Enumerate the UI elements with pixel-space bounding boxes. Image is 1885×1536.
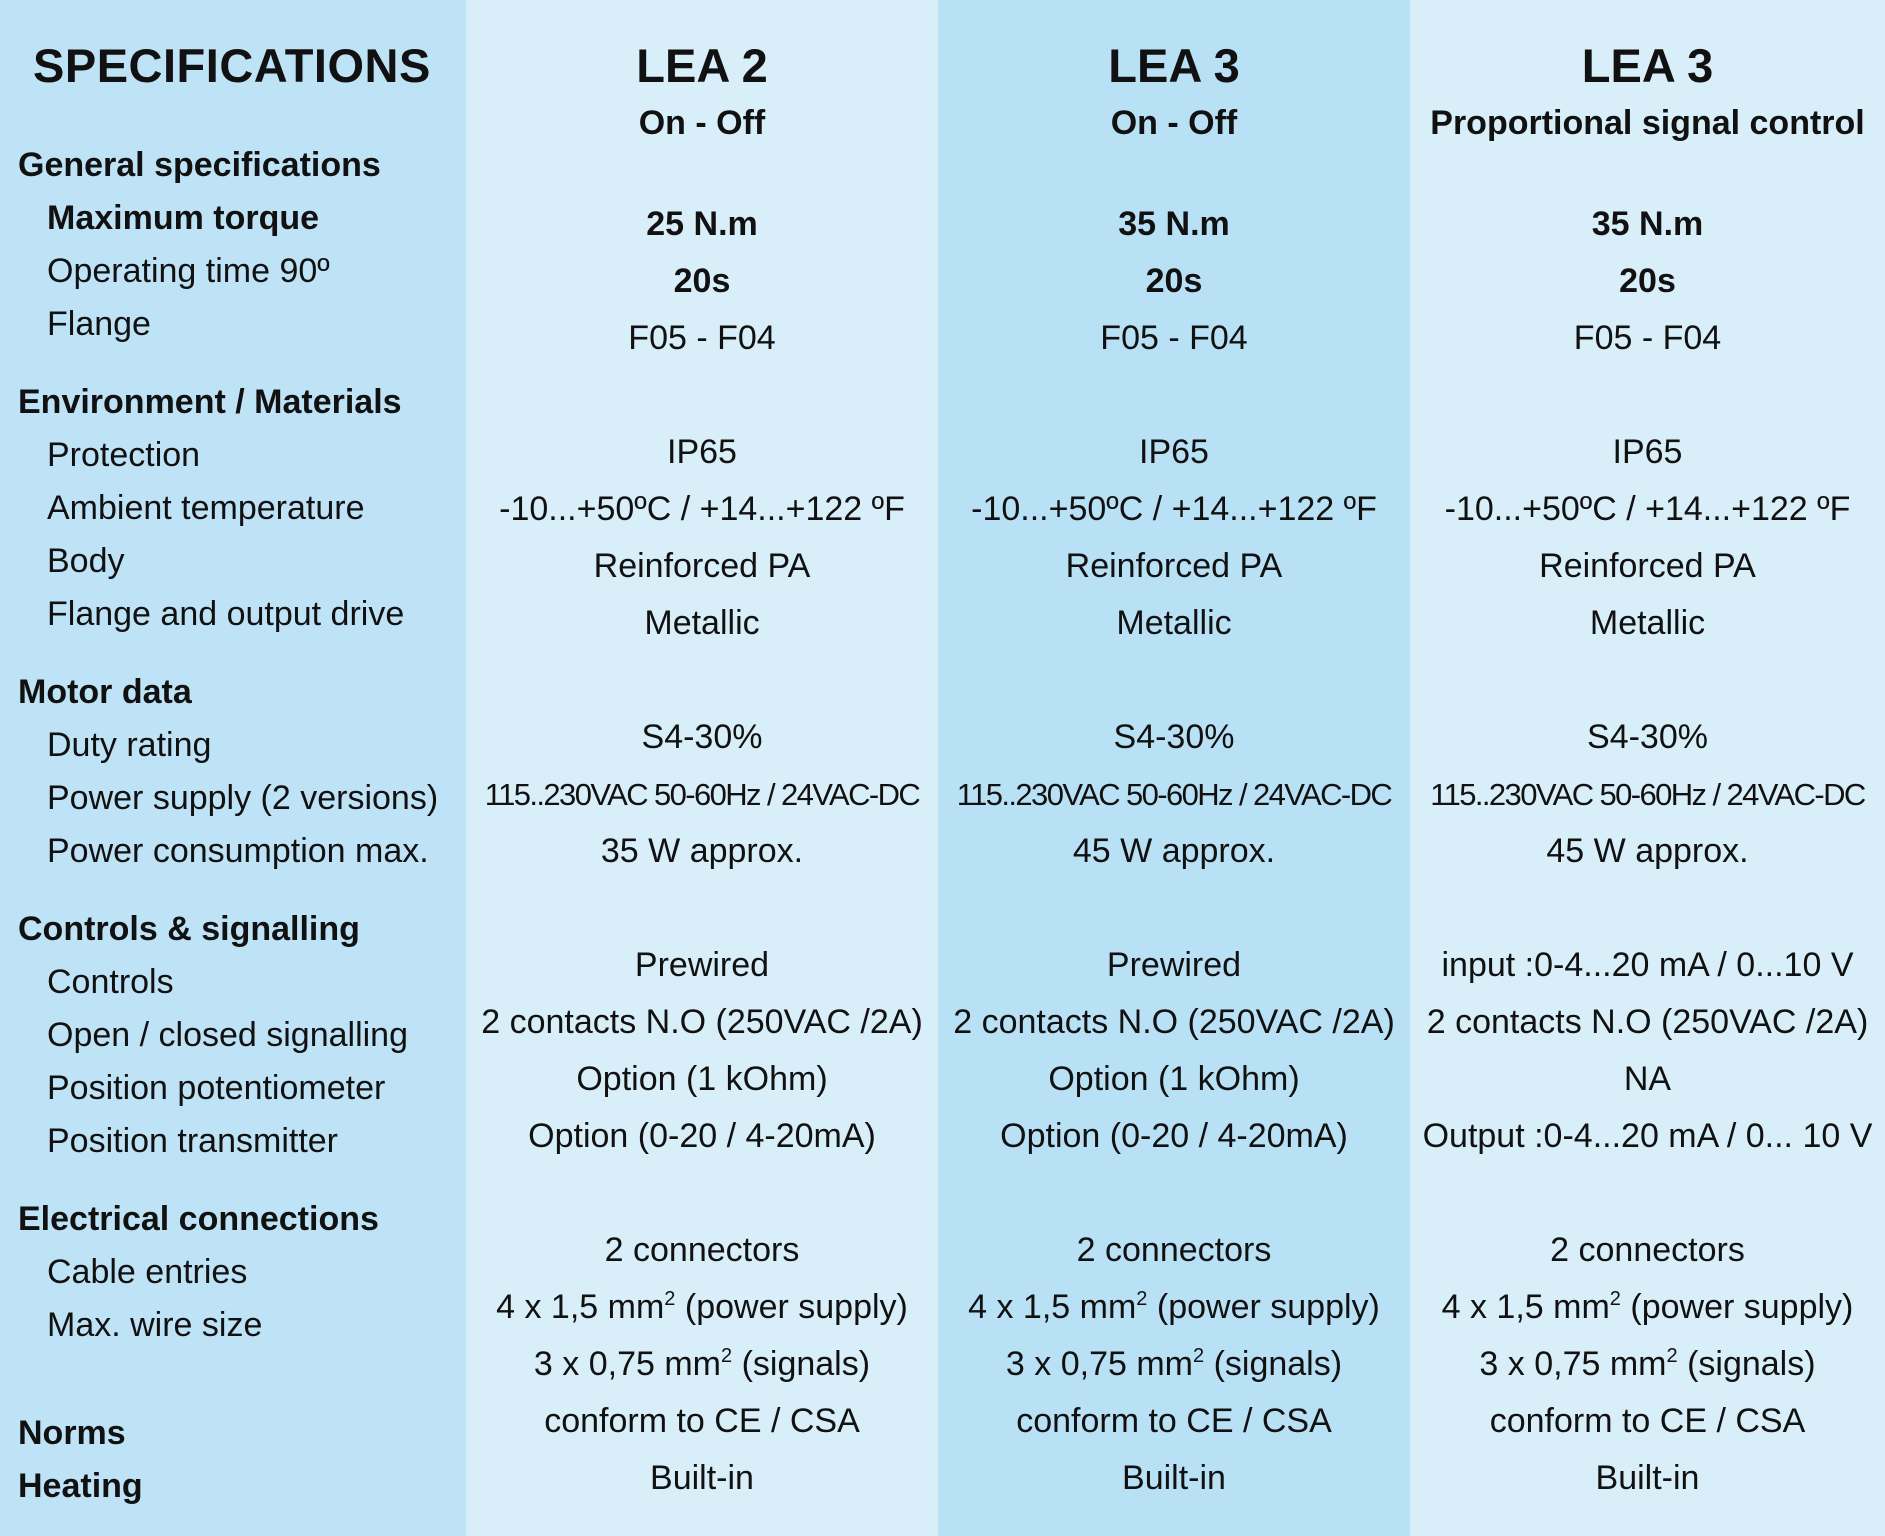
value-position-transmitter: Option (0-20 / 4-20mA): [1000, 1117, 1348, 1155]
value-norms: conform to CE / CSA: [544, 1402, 860, 1440]
product-column-lea3-proportional: [1410, 0, 1885, 1536]
value-power-consumption: 45 W approx.: [1072, 832, 1276, 870]
section-general-specifications: General specifications: [18, 146, 381, 184]
row-label-operating-time: Operating time 90º: [47, 252, 330, 290]
row-label-open-closed-signalling: Open / closed signalling: [47, 1016, 409, 1054]
value-flange-output-drive: Metallic: [644, 604, 760, 642]
value-position-potentiometer: Option (1 kOhm): [1048, 1060, 1300, 1098]
product-column-lea3-on-off: [938, 0, 1410, 1536]
page-title: SPECIFICATIONS: [33, 39, 431, 92]
value-operating-time: 20s: [673, 262, 731, 300]
value-cable-entries: 2 connectors: [1550, 1231, 1745, 1269]
value-body: Reinforced PA: [593, 547, 811, 585]
value-heating: Built-in: [1595, 1459, 1700, 1497]
value-ambient-temperature: -10...+50ºC / +14...+122 ºF: [499, 490, 905, 528]
row-label-position-potentiometer: Position potentiometer: [47, 1069, 386, 1107]
value-protection: IP65: [667, 433, 737, 471]
value-duty-rating: S4-30%: [1587, 718, 1708, 756]
row-label-power-consumption: Power consumption max.: [47, 832, 429, 870]
value-open-closed-signalling: 2 contacts N.O (250VAC /2A): [1426, 1003, 1869, 1041]
row-label-position-transmitter: Position transmitter: [47, 1122, 338, 1160]
section-heating: Heating: [18, 1467, 143, 1505]
row-label-power-supply: Power supply (2 versions): [47, 779, 439, 817]
value-power-supply: 115..230VAC 50-60Hz / 24VAC-DC: [1430, 777, 1865, 812]
value-power-consumption: 45 W approx.: [1546, 832, 1749, 870]
row-label-protection: Protection: [47, 436, 201, 474]
value-operating-time: 20s: [1619, 262, 1676, 300]
value-heating: Built-in: [650, 1459, 754, 1497]
value-wire-size-power: 4 x 1,5 $mm^2$ (power supply): [968, 1288, 1380, 1326]
value-position-transmitter: Output :0-4...20 mA / 0... 10 V: [1422, 1117, 1873, 1155]
row-label-maximum-torque: Maximum torque: [47, 199, 320, 237]
section-motor-data: Motor data: [18, 673, 192, 711]
value-maximum-torque: 35 N.m: [1591, 205, 1704, 243]
value-flange-output-drive: Metallic: [1116, 604, 1232, 642]
row-label-flange: Flange: [47, 305, 151, 343]
section-environment-materials: Environment / Materials: [18, 383, 402, 421]
value-ambient-temperature: -10...+50ºC / +14...+122 ºF: [971, 490, 1377, 528]
value-controls: Prewired: [634, 946, 770, 984]
value-ambient-temperature: -10...+50ºC / +14...+122 ºF: [1444, 490, 1851, 528]
product-subtitle: On - Off: [1110, 104, 1238, 142]
value-protection: IP65: [1612, 433, 1683, 471]
row-label-body: Body: [47, 542, 125, 580]
product-column-lea2-on-off: [466, 0, 938, 1536]
section-electrical-connections: Electrical connections: [18, 1200, 379, 1238]
row-label-ambient-temperature: Ambient temperature: [47, 489, 365, 527]
value-protection: IP65: [1139, 433, 1209, 471]
value-flange: F05 - F04: [628, 319, 776, 357]
value-maximum-torque: 35 N.m: [1118, 205, 1230, 243]
value-position-transmitter: Option (0-20 / 4-20mA): [528, 1117, 876, 1155]
value-flange-output-drive: Metallic: [1589, 604, 1706, 642]
value-flange: F05 - F04: [1573, 319, 1722, 357]
section-controls-signalling: Controls & signalling: [18, 910, 360, 948]
value-flange: F05 - F04: [1100, 319, 1248, 357]
value-duty-rating: S4-30%: [641, 718, 763, 756]
value-power-consumption: 35 W approx.: [600, 832, 804, 870]
value-position-potentiometer: Option (1 kOhm): [576, 1060, 828, 1098]
row-label-cable-entries: Cable entries: [47, 1253, 248, 1291]
value-controls: Prewired: [1106, 946, 1242, 984]
value-cable-entries: 2 connectors: [1076, 1231, 1272, 1269]
row-label-max-wire-size: Max. wire size: [47, 1306, 263, 1344]
value-body: Reinforced PA: [1065, 547, 1283, 585]
value-maximum-torque: 25 N.m: [646, 205, 758, 243]
row-label-duty-rating: Duty rating: [47, 726, 212, 764]
product-subtitle: Proportional signal control: [1430, 104, 1865, 142]
value-norms: conform to CE / CSA: [1016, 1402, 1332, 1440]
value-operating-time: 20s: [1145, 262, 1203, 300]
value-wire-size-signals: 3 x 0,75 $mm^2$ (signals): [1479, 1345, 1816, 1383]
value-heating: Built-in: [1122, 1459, 1226, 1497]
value-power-supply: 115..230VAC 50-60Hz / 24VAC-DC: [484, 777, 920, 812]
value-open-closed-signalling: 2 contacts N.O (250VAC /2A): [481, 1003, 923, 1041]
value-body: Reinforced PA: [1539, 547, 1756, 585]
value-power-supply: 115..230VAC 50-60Hz / 24VAC-DC: [956, 777, 1392, 812]
row-label-flange-output-drive: Flange and output drive: [47, 595, 405, 633]
value-cable-entries: 2 connectors: [604, 1231, 800, 1269]
value-norms: conform to CE / CSA: [1489, 1402, 1806, 1440]
product-name: LEA 2: [636, 39, 768, 92]
value-duty-rating: S4-30%: [1113, 718, 1235, 756]
row-label-controls: Controls: [47, 963, 174, 1001]
value-open-closed-signalling: 2 contacts N.O (250VAC /2A): [953, 1003, 1395, 1041]
section-norms: Norms: [18, 1414, 126, 1452]
product-subtitle: On - Off: [638, 104, 766, 142]
value-wire-size-signals: 3 x 0,75 $mm^2$ (signals): [533, 1345, 871, 1383]
value-wire-size-power: 4 x 1,5 $mm^2$ (power supply): [1441, 1288, 1854, 1326]
product-name: LEA 3: [1581, 39, 1714, 92]
value-wire-size-power: 4 x 1,5 $mm^2$ (power supply): [496, 1288, 908, 1326]
product-name: LEA 3: [1108, 39, 1240, 92]
labels-column: [0, 0, 466, 1536]
value-position-potentiometer: NA: [1623, 1060, 1672, 1098]
value-wire-size-signals: 3 x 0,75 $mm^2$ (signals): [1005, 1345, 1343, 1383]
value-controls: input :0-4...20 mA / 0...10 V: [1441, 946, 1854, 984]
